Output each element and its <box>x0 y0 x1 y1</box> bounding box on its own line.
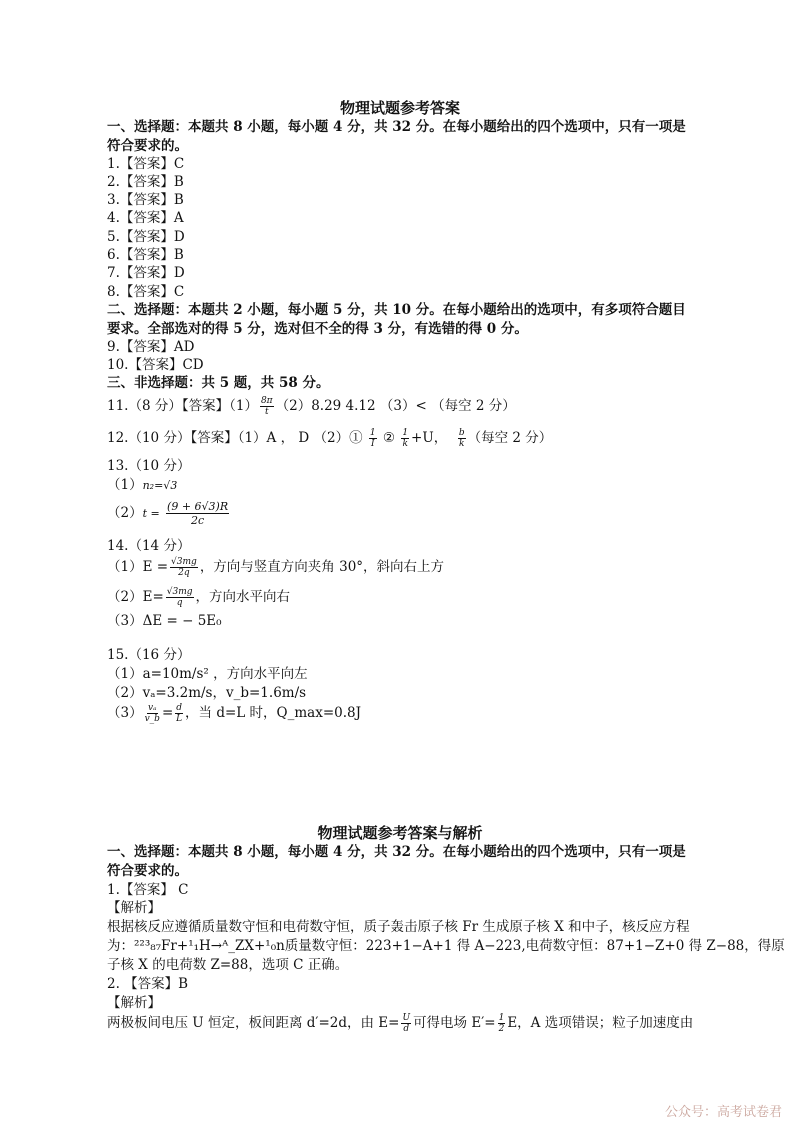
q12-rest: （每空 2 分） <box>467 430 553 446</box>
answer-q15-head: 15.（16 分） <box>107 647 191 663</box>
answer-q13-1: （1）n₂=√3 <box>107 477 178 493</box>
page-title: 物理试题参考答案与解析 <box>317 824 483 842</box>
answer-q11 <box>107 396 516 417</box>
explanation-label: 【解析】 <box>107 900 161 916</box>
fraction: $\frac{1}{2}$ <box>498 1013 505 1034</box>
section-heading: 要求。全部选对的得 5 分，选对但不全的得 3 分，有选错的得 0 分。 <box>107 321 528 337</box>
answer-q15-3: （3） $\frac{\text{vₐ}}{v\_b}$ = $\frac{d}{L}$ ，当 d=L 时，Q_max=0.8J <box>107 703 362 724</box>
q12-mark: ② <box>382 430 396 446</box>
section-heading: 三、非选择题：共 5 题，共 58 分。 <box>107 375 330 391</box>
q11-rest: （2）8.29 4.12 （3）< （每空 2 分） <box>275 398 516 414</box>
section-heading: 符合要求的。 <box>107 138 188 154</box>
answer-q14-head: 14.（14 分） <box>107 538 191 554</box>
watermark: 公众号：高考试卷君 <box>664 1105 782 1120</box>
fraction: $\frac{d}{L}$ <box>176 703 183 724</box>
answer-q14-3: （3）ΔE = − 5E₀ <box>107 613 222 629</box>
fraction: $\frac{\text{vₐ}}{v\_b}$ <box>144 703 160 724</box>
fraction: $\frac{8\pi}{t}$ <box>260 396 273 417</box>
explanation-text: 两极板间电压 U 恒定，板间距离 d′=2d，由 E= $\frac{U}{d}$ 可得电场 E′= $\frac{1}{2}$ E，A 选项错误；粒子加速度由 <box>107 1013 694 1034</box>
section-heading: 符合要求的。 <box>107 863 188 879</box>
answer-q15-1: （1）a=10m/s² ，方向水平向左 <box>107 666 308 682</box>
fraction: $\frac{(9 + 6√3)R}{2c}$ <box>167 500 229 527</box>
section-heading: 二、选择题：本题共 2 小题，每小题 5 分，共 10 分。在每小题给出的选项中，有多项符合题目 <box>107 302 686 318</box>
answer-q13-2: （2）t = $\frac{(9 + 6√3)R}{2c}$ <box>107 500 229 527</box>
answer-item: 5.【答案】D <box>107 229 185 245</box>
answer-item: 6.【答案】B <box>107 247 184 263</box>
answer-q14-2: （2）E= $\frac{√3mg}{q}$ ，方向水平向右 <box>107 587 291 608</box>
answer-item: 8.【答案】C <box>107 284 185 300</box>
fraction: $\frac{1}{I}$ <box>369 428 376 449</box>
answer-item: 9.【答案】AD <box>107 339 195 355</box>
answer-item: 1.【答案】 C <box>107 882 189 898</box>
answer-q14-1: （1）E = $\frac{√3mg}{2q}$ ，方向与竖直方向夹角 30°，斜向右上方 <box>107 557 445 578</box>
explanation-text: 根据核反应遵循质量数守恒和电荷数守恒，质子轰击原子核 Fr 生成原子核 X 和中子，核反应方程 <box>107 919 690 935</box>
fraction: $\frac{√3mg}{2q}$ <box>171 557 197 578</box>
answer-q12 <box>107 428 552 449</box>
fraction: $\frac{1}{k}$ <box>402 428 409 449</box>
explanation-text: 为：²²³₈₇Fr+¹₁H→ᴬ_ZX+¹₀n质量数守恒：223+1−A+1 得 A−223,电荷数守恒：87+1−Z+0 得 Z−88，得原 <box>107 938 785 954</box>
answer-item: 7.【答案】D <box>107 265 185 281</box>
q12-label: 12.（10 分）【答案】（1）A ， D （2）① <box>107 430 363 446</box>
answer-q15-2: （2）vₐ=3.2m/s，v_b=1.6m/s <box>107 685 307 701</box>
answer-item: 4.【答案】A <box>107 210 184 226</box>
section-heading: 一、选择题：本题共 8 小题，每小题 4 分，共 32 分。在每小题给出的四个选项中，只有一项是 <box>107 119 686 135</box>
answer-item: 3.【答案】B <box>107 192 184 208</box>
explanation-label: 【解析】 <box>107 995 161 1011</box>
fraction: $\frac{U}{d}$ <box>402 1013 411 1034</box>
fraction: $\frac{b}{k}$ <box>458 428 465 449</box>
explanation-text: 子核 X 的电荷数 Z=88，选项 C 正确。 <box>107 957 349 973</box>
answer-item: 10.【答案】CD <box>107 357 204 373</box>
q12-expr: +U， <box>411 430 448 446</box>
answer-q13-head: 13.（10 分） <box>107 458 191 474</box>
answer-item: 2.【答案】B <box>107 174 184 190</box>
section-heading: 一、选择题：本题共 8 小题，每小题 4 分，共 32 分。在每小题给出的四个选项中，只有一项是 <box>107 844 686 860</box>
answer-item: 1.【答案】C <box>107 156 185 172</box>
page-title: 物理试题参考答案 <box>339 99 460 117</box>
q11-label: 11.（8 分）【答案】（1） <box>107 398 258 414</box>
answer-item: 2. 【答案】B <box>107 976 189 992</box>
fraction: $\frac{√3mg}{q}$ <box>166 587 193 608</box>
